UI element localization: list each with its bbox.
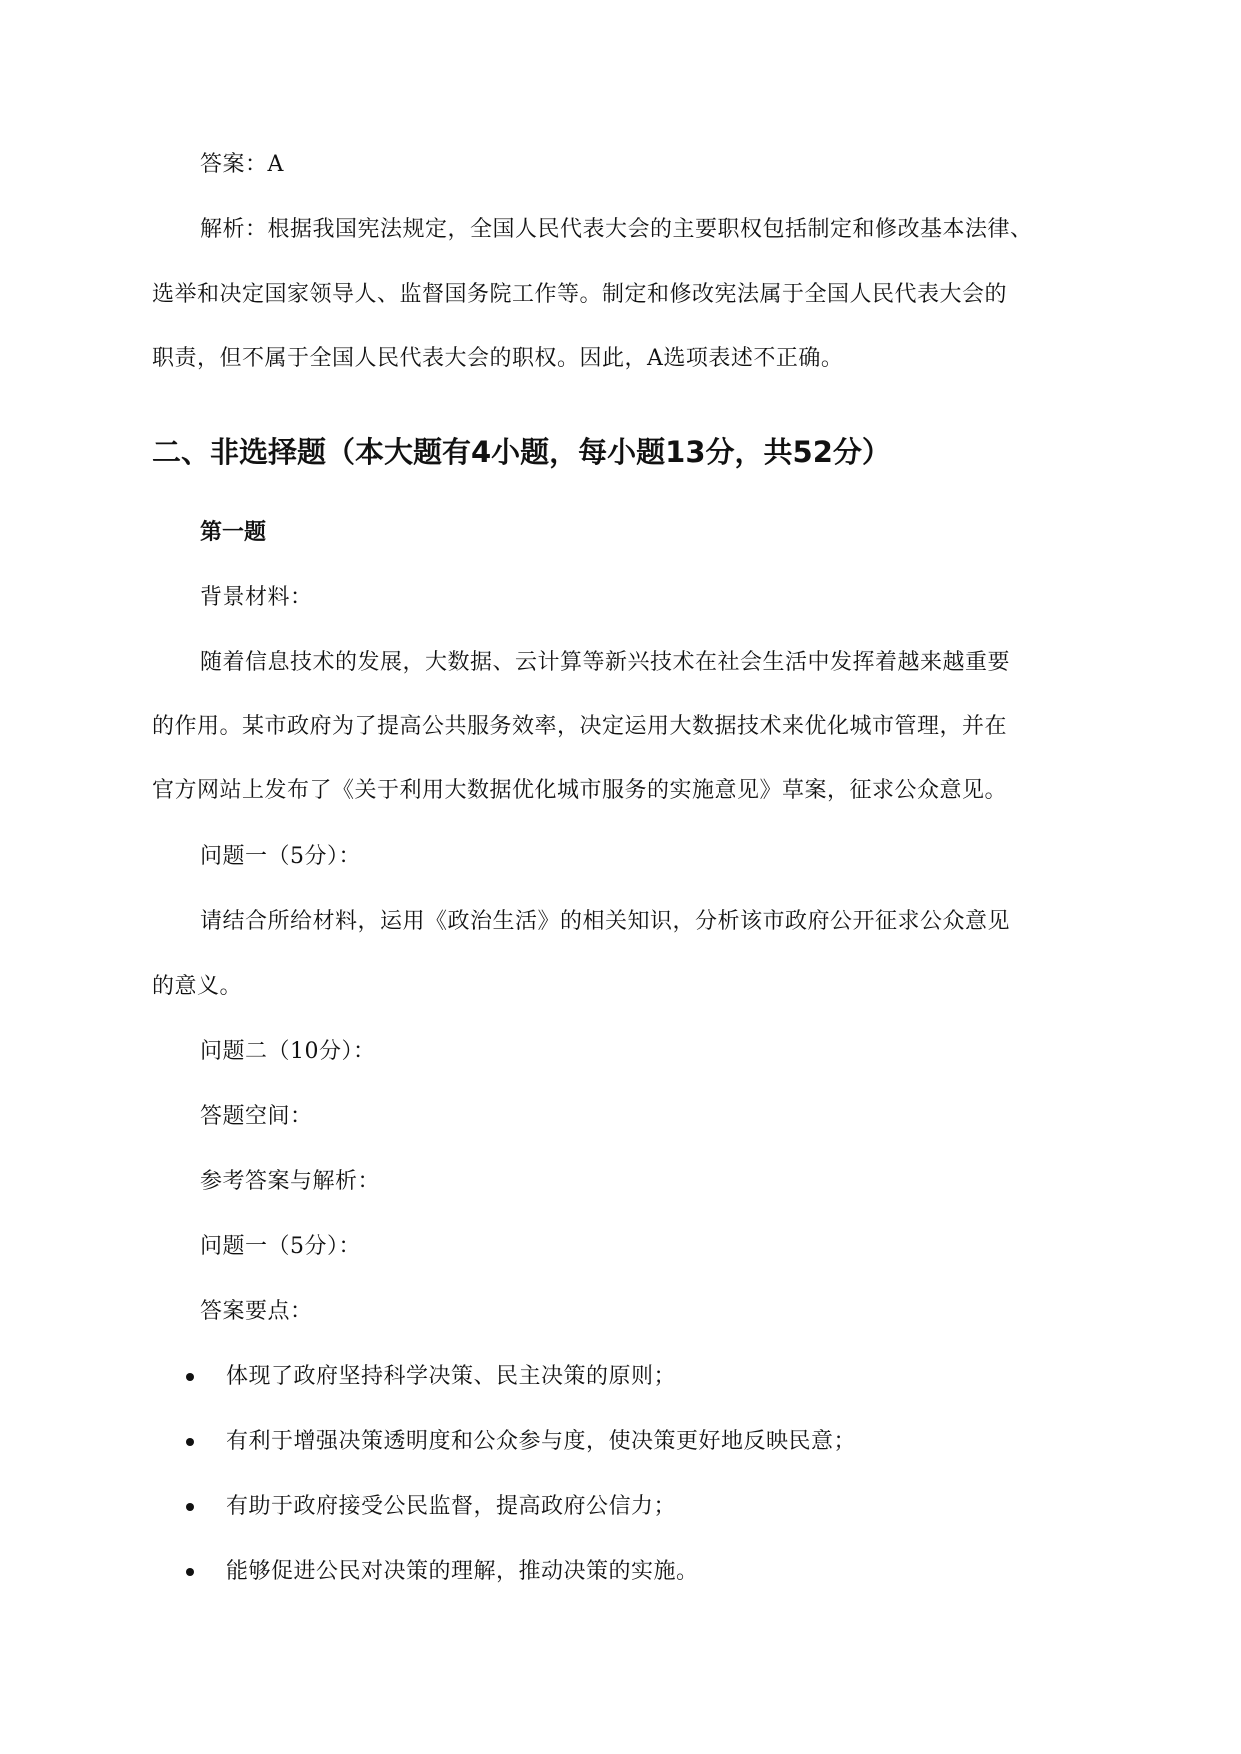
question-two-label: 问题二（10分）： — [200, 1039, 376, 1064]
bullet-icon — [186, 1503, 194, 1511]
key-point-text: 体现了政府坚持科学决策、民主决策的原则； — [226, 1364, 677, 1389]
material-line-3: 官方网站上发布了《关于利用大数据优化城市服务的实施意见》草案，征求公众意见。 — [152, 778, 1008, 803]
key-points-label: 答案要点： — [200, 1299, 313, 1324]
bullet-icon — [186, 1373, 194, 1381]
key-point-text: 有利于增强决策透明度和公众参与度，使决策更好地反映民意； — [226, 1429, 857, 1454]
answer-line: 答案：A — [200, 152, 284, 177]
material-line-1: 随着信息技术的发展，大数据、云计算等新兴技术在社会生活中发挥着越来越重要 — [200, 650, 1011, 675]
question-one-label: 问题一（5分）： — [200, 844, 361, 869]
question-one-answer-label: 问题一（5分）： — [200, 1234, 361, 1259]
background-label: 背景材料： — [200, 585, 313, 610]
key-point-text: 有助于政府接受公民监督，提高政府公信力； — [226, 1494, 677, 1519]
answer-space-label: 答题空间： — [200, 1104, 313, 1129]
question-one-text-line-2: 的意义。 — [152, 974, 243, 999]
analysis-line-3: 职责，但不属于全国人民代表大会的职权。因此，A选项表述不正确。 — [152, 346, 844, 371]
section-heading: 二、非选择题（本大题有4小题，每小题13分，共52分） — [152, 435, 891, 469]
analysis-line-2: 选举和决定国家领导人、监督国务院工作等。制定和修改宪法属于全国人民代表大会的 — [152, 282, 1008, 307]
bullet-icon — [186, 1568, 194, 1576]
analysis-line-1: 解析：根据我国宪法规定，全国人民代表大会的主要职权包括制定和修改基本法律、 — [200, 217, 1033, 242]
material-line-2: 的作用。某市政府为了提高公共服务效率，决定运用大数据技术来优化城市管理，并在 — [152, 714, 1008, 739]
question-title: 第一题 — [200, 520, 267, 545]
bullet-icon — [186, 1438, 194, 1446]
key-point-text: 能够促进公民对决策的理解，推动决策的实施。 — [226, 1559, 699, 1584]
reference-answer-label: 参考答案与解析： — [200, 1169, 381, 1194]
question-one-text-line-1: 请结合所给材料，运用《政治生活》的相关知识，分析该市政府公开征求公众意见 — [200, 909, 1011, 934]
